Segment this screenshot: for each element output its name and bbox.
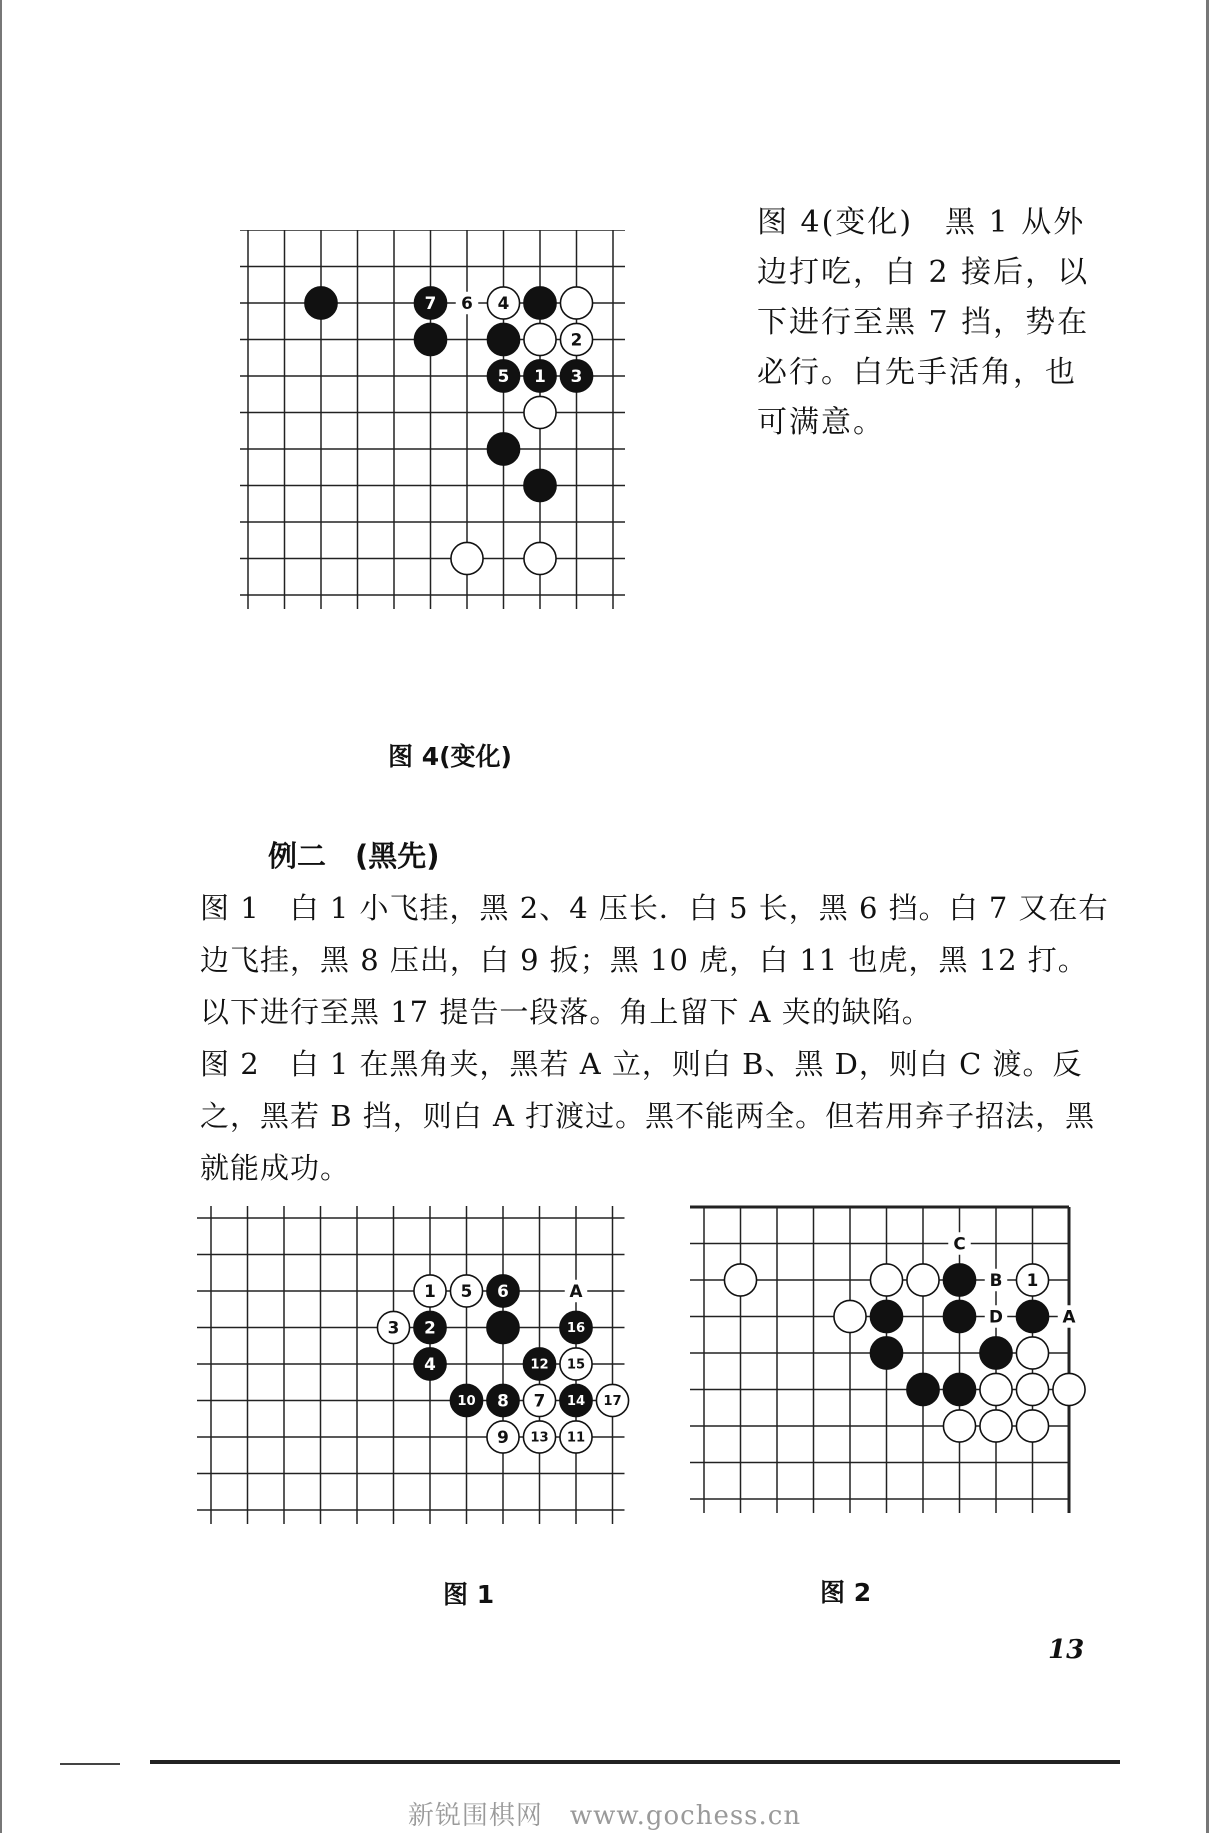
white-stone xyxy=(980,1410,1012,1442)
footer-rule-left xyxy=(60,1763,120,1765)
stone-label: A xyxy=(1062,1306,1076,1327)
stone-label: 2 xyxy=(570,329,583,350)
stone-label: 6 xyxy=(497,1281,509,1302)
black-stone xyxy=(524,469,556,501)
black-stone xyxy=(414,323,446,355)
black-stone xyxy=(523,1348,555,1380)
stone-label: 7 xyxy=(424,293,437,314)
stone-label: 1 xyxy=(534,366,546,387)
white-stone xyxy=(1016,1264,1048,1296)
stone-label: 8 xyxy=(497,1390,509,1411)
black-stone xyxy=(524,287,556,319)
stone-label: 15 xyxy=(566,1357,586,1373)
black-stone xyxy=(560,1311,592,1343)
stone-label: 4 xyxy=(497,293,510,314)
stone-label: 5 xyxy=(497,366,510,387)
stone-label: 13 xyxy=(530,1430,549,1446)
figure4-caption: 图 4(变化) xyxy=(388,742,512,771)
page-border-left xyxy=(0,0,2,1833)
black-stone xyxy=(870,1300,902,1332)
point-marker xyxy=(985,1269,1007,1291)
black-stone xyxy=(487,433,519,465)
stone-label: 3 xyxy=(570,366,583,387)
white-stone xyxy=(1016,1410,1048,1442)
paragraph-figure1: 图 1 白 1 小飞挂，黑 2、4 压长．白 5 长，黑 6 挡。白 7 又在右边飞挂，黑 8 压出，白 9 扳；黑 10 虎，白 11 也虎，黑 12 打。以下进行至黑 17 提告一段落。角上留下 A 夹的缺陷。 xyxy=(200,891,1109,1029)
black-stone xyxy=(1016,1300,1048,1332)
figure1-caption: 图 1 xyxy=(443,1580,495,1609)
section-title: 例二 (黑先) xyxy=(268,839,440,873)
white-stone xyxy=(524,542,556,574)
black-stone xyxy=(414,287,446,319)
stone-label: 11 xyxy=(566,1430,586,1446)
move-marker xyxy=(456,292,478,314)
white-stone xyxy=(596,1384,628,1416)
black-stone xyxy=(414,1348,446,1380)
white-stone xyxy=(524,323,556,355)
go-board-figure2 xyxy=(688,1195,1118,1525)
point-marker xyxy=(565,1280,587,1302)
point-marker xyxy=(948,1232,970,1254)
page-number: 13 xyxy=(1048,1635,1085,1665)
stone-label: 12 xyxy=(530,1357,549,1373)
stone-label: 16 xyxy=(566,1321,586,1337)
white-stone xyxy=(523,1384,555,1416)
white-stone xyxy=(943,1410,975,1442)
white-stone xyxy=(524,396,556,428)
stone-label: 10 xyxy=(457,1394,476,1410)
figure4-commentary: 图 4(变化) 黑 1 从外边打吃，白 2 接后，以下进行至黑 7 挡，势在必行。白先手活角，也可满意。 xyxy=(757,205,1090,440)
stone-label: 6 xyxy=(461,293,473,314)
stone-label: 17 xyxy=(603,1394,622,1410)
stone-label: 3 xyxy=(387,1317,400,1338)
white-stone xyxy=(377,1311,409,1343)
white-stone xyxy=(560,287,592,319)
black-stone xyxy=(305,287,337,319)
white-stone xyxy=(523,1421,555,1453)
go-board-figure1 xyxy=(195,1200,655,1560)
white-stone xyxy=(414,1275,446,1307)
black-stone xyxy=(980,1337,1012,1369)
footer-rule xyxy=(150,1760,1120,1764)
white-stone xyxy=(560,1348,592,1380)
black-stone xyxy=(943,1264,975,1296)
black-stone xyxy=(524,360,556,392)
point-marker xyxy=(1058,1305,1080,1327)
white-stone xyxy=(870,1264,902,1296)
stone-label: 7 xyxy=(533,1390,546,1411)
black-stone xyxy=(487,1275,519,1307)
white-stone xyxy=(980,1373,1012,1405)
white-stone xyxy=(1053,1373,1085,1405)
stone-label: 1 xyxy=(424,1281,436,1302)
white-stone xyxy=(560,323,592,355)
stone-label: 2 xyxy=(424,1317,436,1338)
white-stone xyxy=(450,1275,482,1307)
black-stone xyxy=(943,1373,975,1405)
black-stone xyxy=(560,1384,592,1416)
white-stone xyxy=(487,1421,519,1453)
black-stone xyxy=(487,1311,519,1343)
stone-label: 1 xyxy=(1026,1270,1039,1291)
stone-label: 9 xyxy=(497,1427,509,1448)
black-stone xyxy=(487,360,519,392)
black-stone xyxy=(487,323,519,355)
white-stone xyxy=(560,1421,592,1453)
black-stone xyxy=(560,360,592,392)
figure2-caption: 图 2 xyxy=(820,1578,872,1607)
black-stone xyxy=(907,1373,939,1405)
stone-label: C xyxy=(953,1233,966,1254)
white-stone xyxy=(724,1264,756,1296)
stone-label: A xyxy=(569,1281,583,1302)
white-stone xyxy=(1016,1337,1048,1369)
go-board-figure4 xyxy=(240,230,660,670)
black-stone xyxy=(870,1337,902,1369)
white-stone xyxy=(1016,1373,1048,1405)
stone-label: 5 xyxy=(460,1281,473,1302)
white-stone xyxy=(487,287,519,319)
white-stone xyxy=(451,542,483,574)
footer-watermark: 新锐围棋网 www.gochess.cn xyxy=(407,1801,802,1831)
black-stone xyxy=(487,1384,519,1416)
paragraph-figure2: 图 2 白 1 在黑角夹，黑若 A 立，则白 B、黑 D，则白 C 渡。反之，黑若 B 挡，则白 A 打渡过。黑不能两全。但若用弃子招法，黑就能成功。 xyxy=(200,1047,1096,1185)
point-marker xyxy=(985,1305,1007,1327)
black-stone xyxy=(414,1311,446,1343)
white-stone xyxy=(907,1264,939,1296)
stone-label: 4 xyxy=(424,1354,436,1375)
white-stone xyxy=(834,1300,866,1332)
stone-label: B xyxy=(989,1270,1003,1291)
black-stone xyxy=(943,1300,975,1332)
stone-label: 14 xyxy=(566,1394,586,1410)
stone-label: D xyxy=(989,1306,1003,1327)
black-stone xyxy=(450,1384,482,1416)
